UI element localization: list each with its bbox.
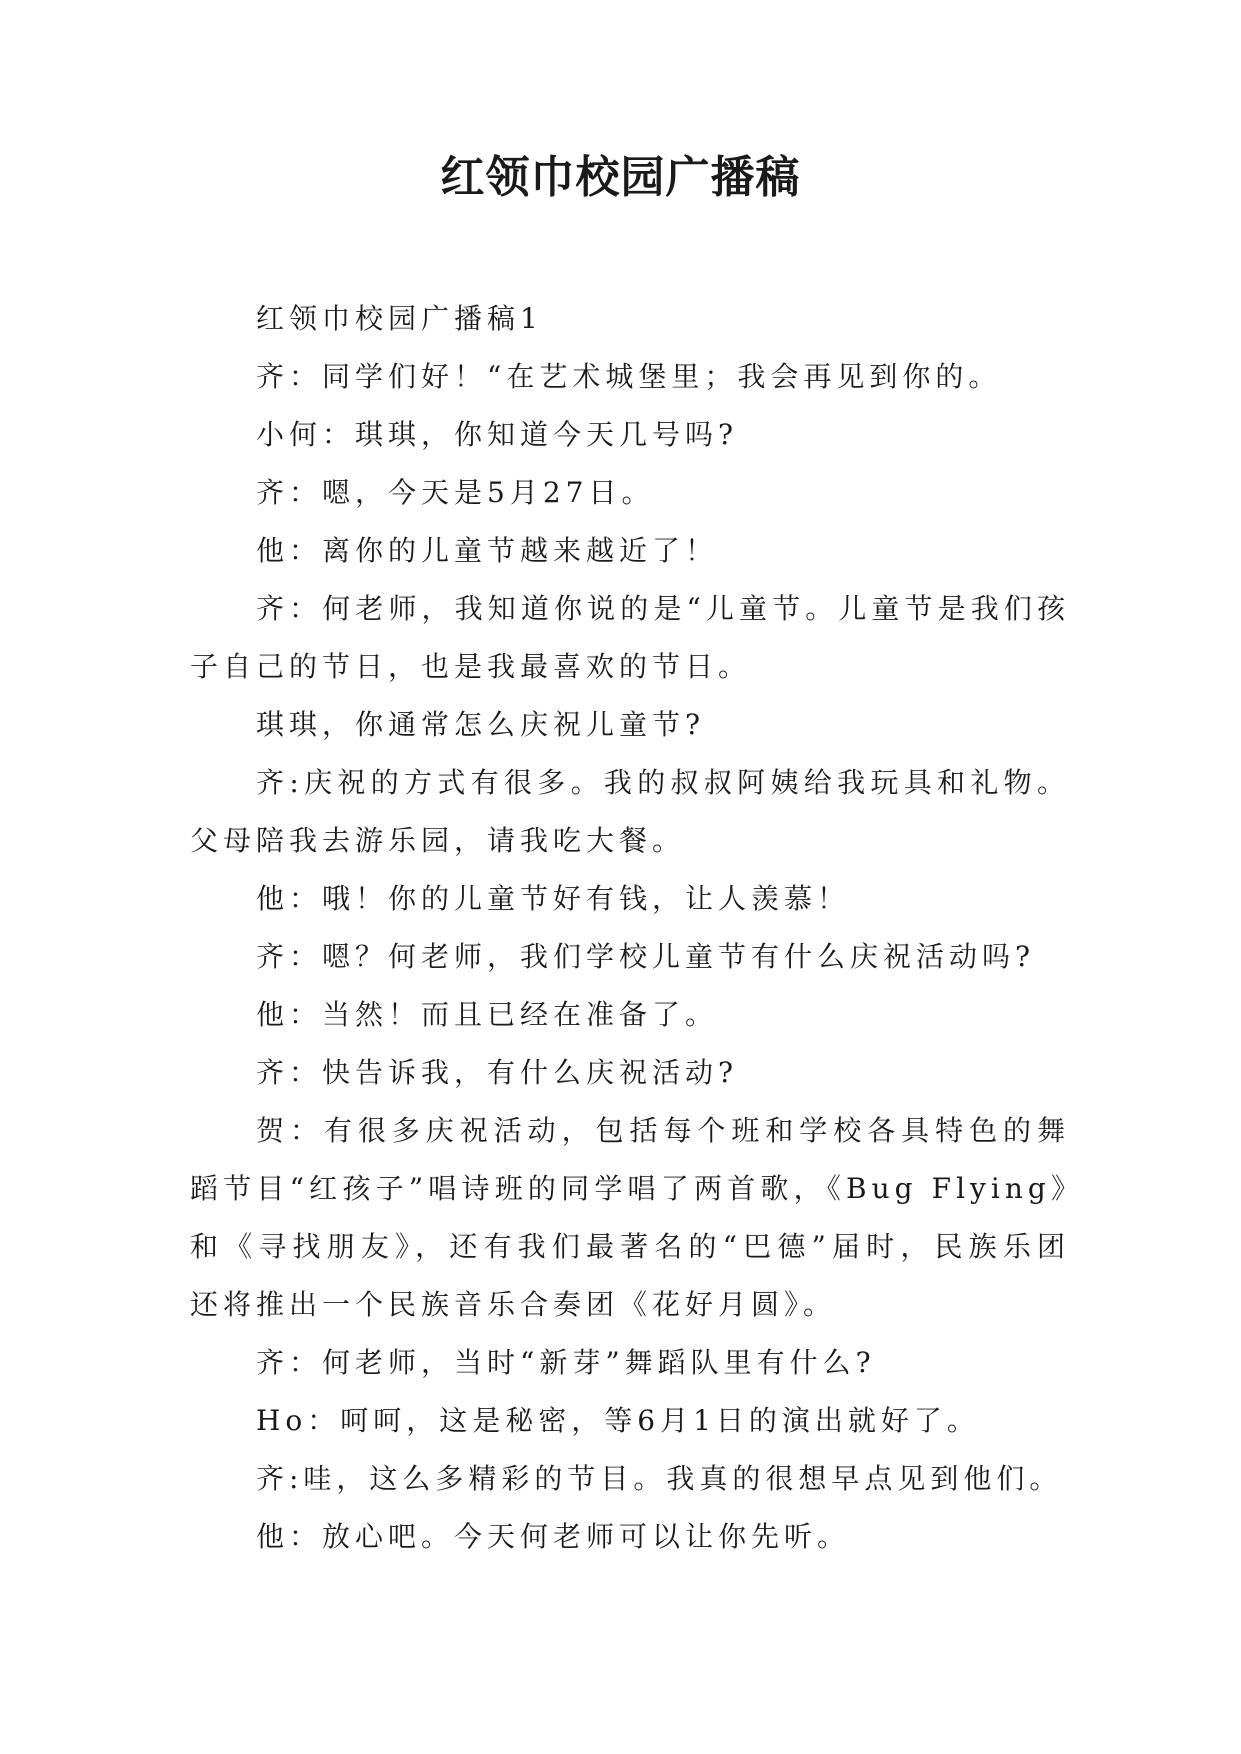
paragraph: Ho：呵呵，这是秘密，等6月1日的演出就好了。	[256, 1404, 980, 1437]
paragraph: 齐:哇，这么多精彩的节目。我真的很想早点见到他们。	[256, 1462, 1063, 1495]
paragraph: 齐：嗯？何老师，我们学校儿童节有什么庆祝活动吗?	[256, 940, 1036, 973]
paragraph: 齐：嗯，今天是5月27日。	[256, 476, 655, 509]
document-title: 红领巾校园广播稿	[440, 152, 801, 203]
paragraph: 琪琪，你通常怎么庆祝儿童节?	[256, 708, 706, 741]
paragraph: 齐：快告诉我，有什么庆祝活动?	[256, 1056, 739, 1089]
document-body	[190, 290, 1070, 1566]
paragraph: 齐：何老师，我知道你说的是“儿童节。儿童节是我们孩子自己的节日，也是我最喜欢的节日。	[190, 592, 1070, 683]
paragraph: 小何：琪琪，你知道今天几号吗?	[256, 418, 739, 451]
paragraph: 贺：有很多庆祝活动，包括每个班和学校各具特色的舞蹈节目“红孩子”唱诗班的同学唱了两首歌，《Bug Flying》和《寻找朋友》，还有我们最著名的“巴德”届时，民族乐团还将推出一个民族音乐合奏团《花好月圆》。	[190, 1114, 1070, 1321]
paragraph: 齐:庆祝的方式有很多。我的叔叔阿姨给我玩具和礼物。父母陪我去游乐园，请我吃大餐。	[190, 766, 1070, 857]
paragraph: 他：哦！你的儿童节好有钱，让人羡慕！	[256, 882, 851, 915]
paragraph: 红领巾校园广播稿1	[256, 302, 543, 335]
paragraph: 齐：何老师，当时“新芽”舞蹈队里有什么?	[256, 1346, 876, 1379]
paragraph: 他：当然！而且已经在准备了。	[256, 998, 719, 1031]
paragraph: 齐：同学们好！“在艺术城堡里；我会再见到你的。	[256, 360, 1002, 393]
paragraph: 他：放心吧。今天何老师可以让你先听。	[256, 1520, 851, 1553]
paragraph: 他：离你的儿童节越来越近了！	[256, 534, 719, 567]
